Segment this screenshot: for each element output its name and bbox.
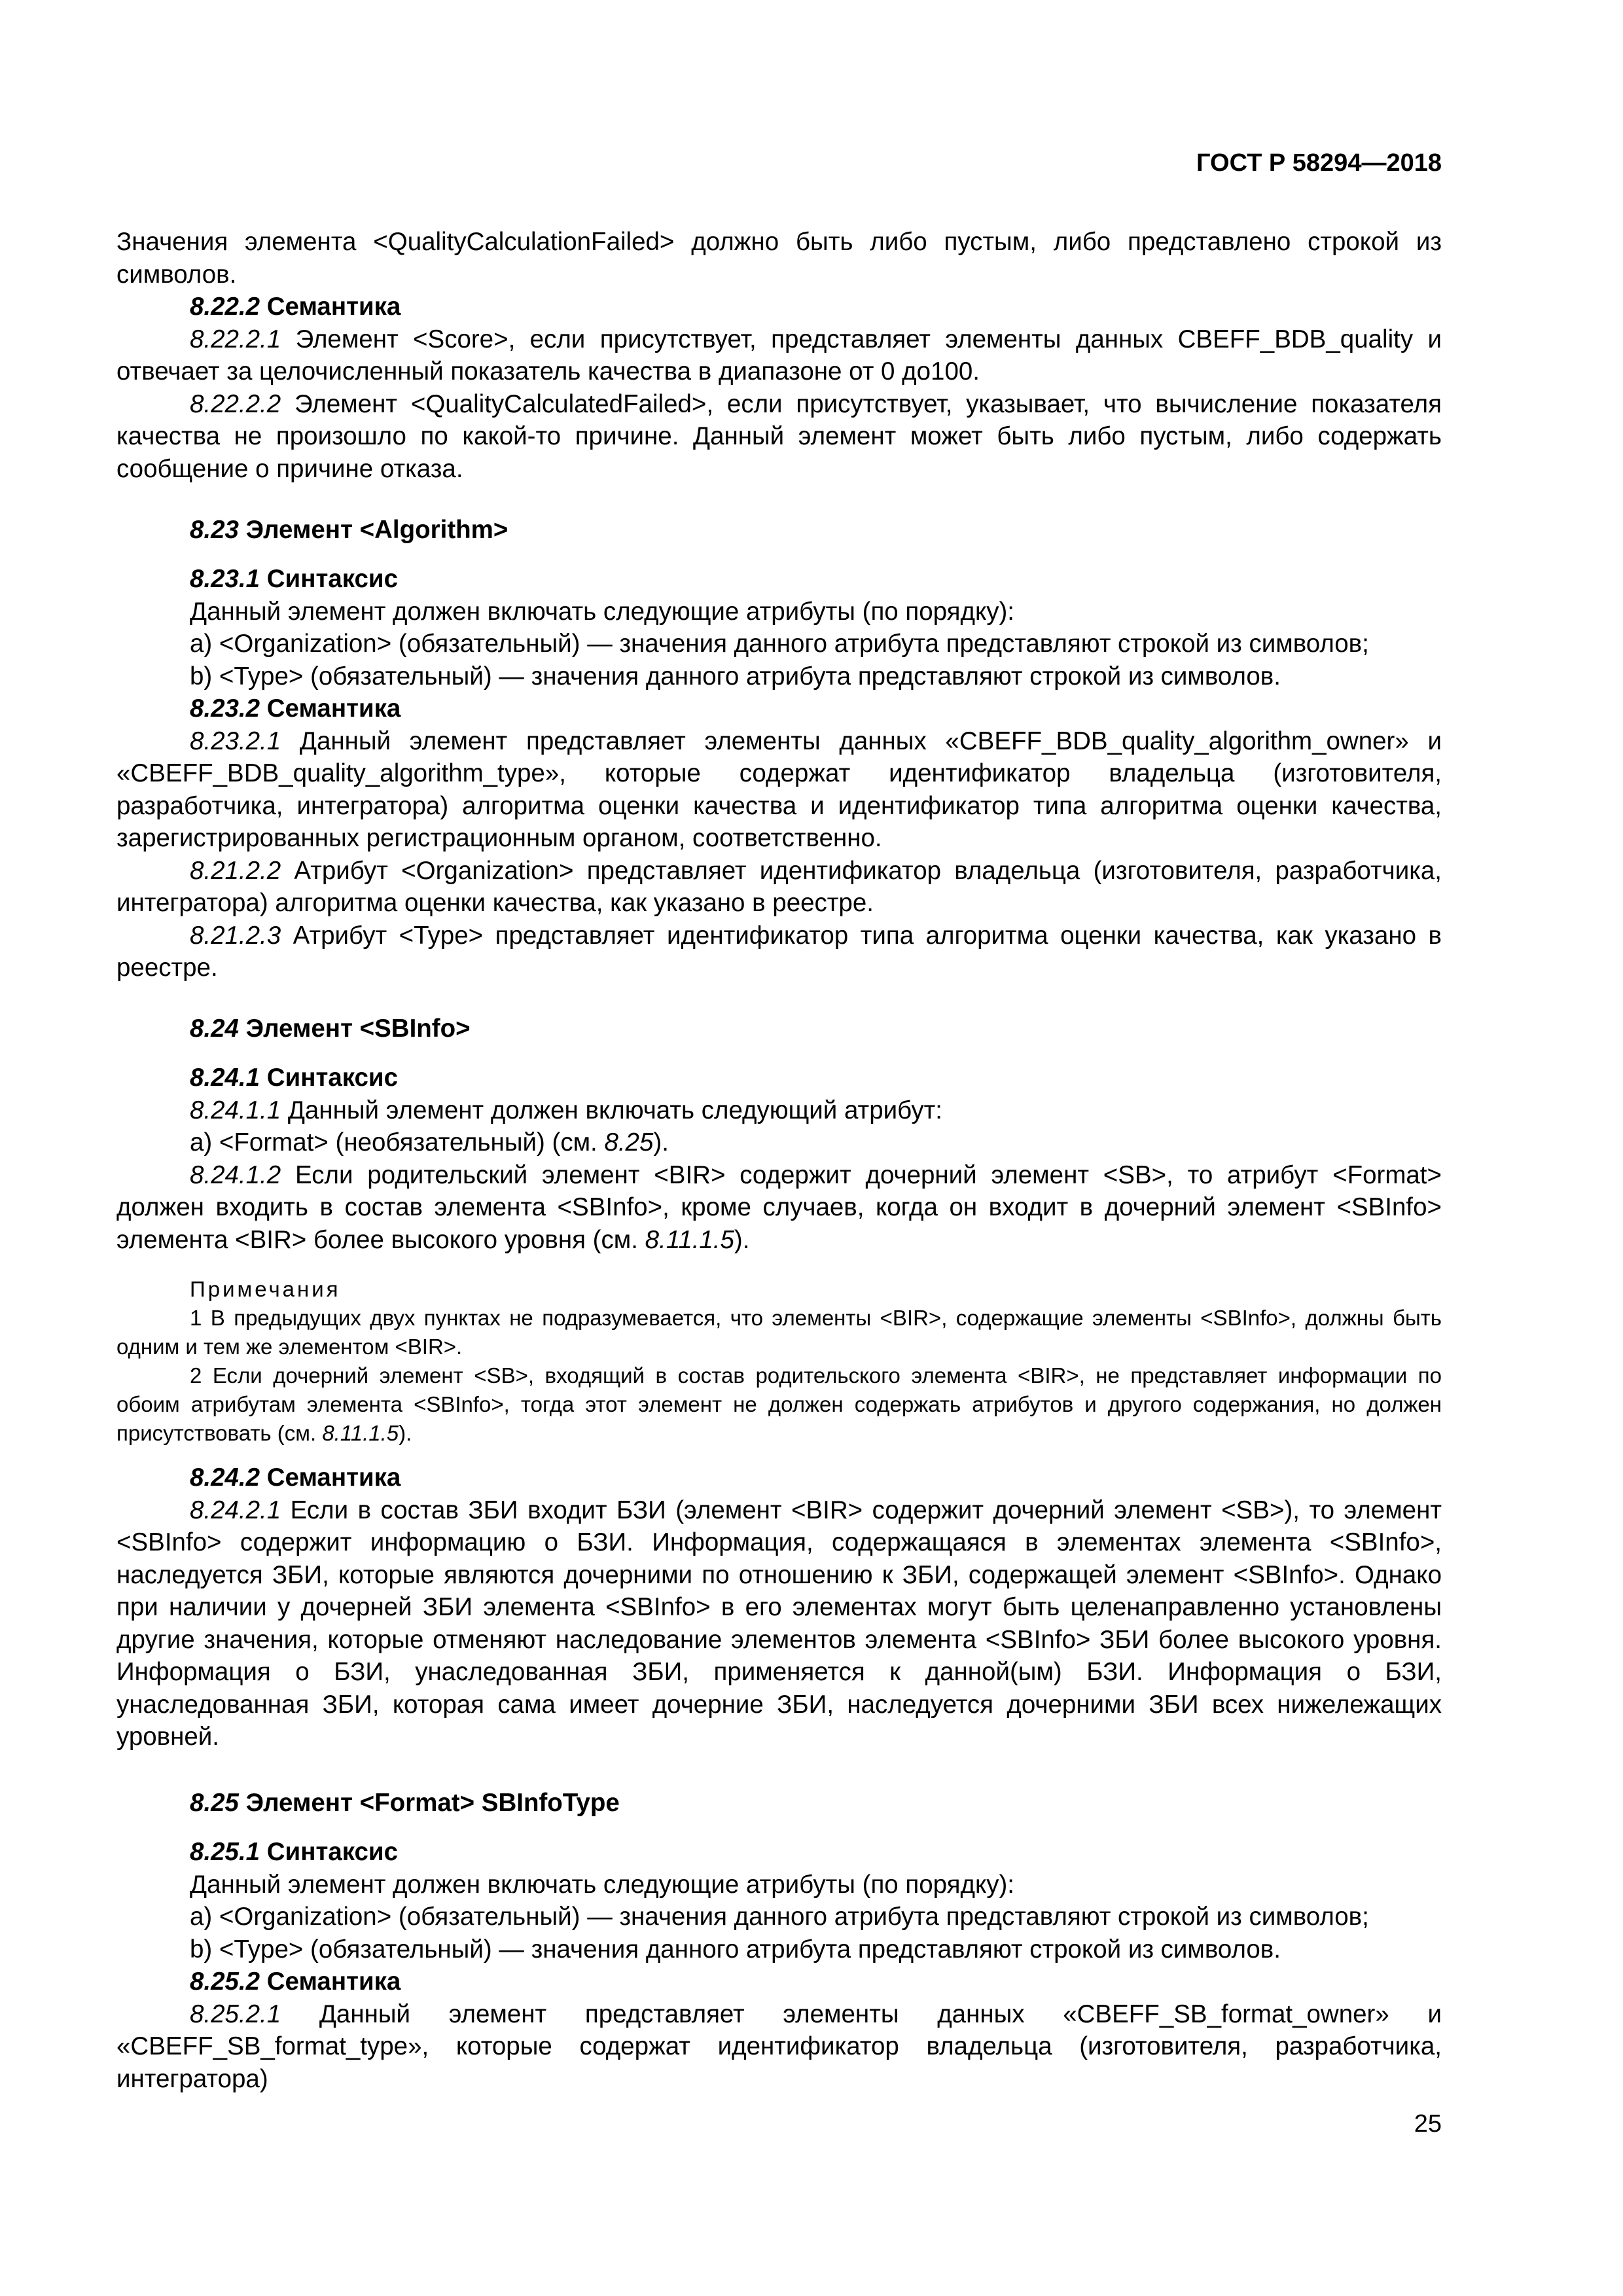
section-8-24-body [116,1062,1442,1256]
subheading-8-24-2: 8.24.2 Семантика [190,1463,401,1492]
paragraph: Значения элемента <QualityCalculationFailed> должно быть либо пустым, либо представлено строкой из символов. [116,228,1442,289]
paragraph-8-25-2-1: 8.25.2.1 Данный элемент представляет элементы данных «CBEFF_SB_format_owner» и «CBEFF_SB_format_type», которые содержат идентификатор владельца (изготовителя, разработчика, интегратора) [116,2000,1442,2093]
subheading-8-23-1: 8.23.1 Синтаксис [190,565,398,593]
notes-label: Примечания [190,1277,341,1301]
paragraph-8-21-2-2: 8.21.2.2 Атрибут <Organization> представляет идентификатор владельца (изготовителя, разработчика, интегратора) алгоритма оценки качества, как указано в реестре. [116,856,1442,917]
list-item-a: a) <Organization> (обязательный) — значения данного атрибута представляют строкой из символов; [190,1903,1369,1931]
list-item-b: b) <Type> (обязательный) — значения данного атрибута представляют строкой из символов. [190,1935,1281,1964]
section-8-22-continuation [116,226,1442,485]
paragraph-8-22-2-1: 8.22.2.1 Элемент <Score>, если присутствует, представляет элементы данных CBEFF_BDB_quality и отвечает за целочисленный показатель качества в диапазоне от 0 до100. [116,325,1442,386]
paragraph-8-24-2-1: 8.24.2.1 Если в состав ЗБИ входит БЗИ (элемент <BIR> содержит дочерний элемент <SB>), то элемент <SBInfo> содержит информацию о БЗИ. Информация, содержащаяся в элементах элемента <SBInfo>, наследуется ЗБИ, которые являются дочерними по отношению к ЗБИ, содержащей элемент <SBInfo>. Однако при наличии у дочерней ЗБИ элемента <SBInfo> в его элементах могут быть целенаправленно установлены другие значения, которые отменяют наследование элементов элемента <SBInfo> ЗБИ более высокого уровня. Информация о БЗИ, унаследованная ЗБИ, применяется к данной(ым) БЗИ. Информация о БЗИ, унаследованная ЗБИ, которая сама имеет дочерние ЗБИ, наследуется дочерними ЗБИ всех нижележащих уровней. [116,1496,1442,1751]
section-8-23-body [116,563,1442,984]
paragraph-8-24-1-1: 8.24.1.1 Данный элемент должен включать следующий атрибут: [190,1096,942,1124]
subheading-8-23-2: 8.23.2 Семантика [190,694,401,723]
list-item-a: a) <Organization> (обязательный) — значения данного атрибута представляют строкой из символов; [190,630,1369,658]
page-number: 25 [1414,2110,1442,2138]
list-item-b: b) <Type> (обязательный) — значения данного атрибута представляют строкой из символов. [190,662,1281,691]
section-title-8-25: 8.25 Элемент <Format> SBInfoType [190,1789,620,1817]
section-8-24-2 [116,1462,1442,1753]
subheading-8-22-2: 8.22.2 Семантика [190,293,401,321]
paragraph-8-24-1-2: 8.24.1.2 Если родительский элемент <BIR> содержит дочерний элемент <SB>, то атрибут <Format> должен входить в состав элемента <SBInfo>, кроме случаев, когда он входит в дочерний элемент <SBInfo> элемента <BIR> более высокого уровня (см. 8.11.1.5). [116,1160,1442,1254]
subheading-8-25-1: 8.25.1 Синтаксис [190,1838,398,1866]
paragraph-8-23-2-1: 8.23.2.1 Данный элемент представляет элементы данных «CBEFF_BDB_quality_algorithm_owner» и «CBEFF_BDB_quality_algorithm_type», которые содержат идентификатор владельца (изготовителя, разработчика, интегратора) алгоритма оценки качества и идентификатор типа алгоритма оценки качества, зарегистрированных регистрационным органом, соответственно. [116,726,1442,852]
subheading-8-25-2: 8.25.2 Семантика [190,1967,401,1996]
paragraph-8-22-2-2: 8.22.2.2 Элемент <QualityCalculatedFailed>, если присутствует, указывает, что вычисление показателя качества не произошло по какой-то причине. Данный элемент может быть либо пустым, либо содержать сообщение о причине отказа. [116,389,1442,483]
section-8-23 [116,514,1442,547]
subheading-8-24-1: 8.24.1 Синтаксис [190,1064,398,1092]
list-item-a: a) <Format> (необязательный) (см. 8.25). [190,1128,669,1157]
notes-block [116,1275,1442,1448]
section-title-8-24: 8.24 Элемент <SBInfo> [190,1014,471,1043]
document-code-header: ГОСТ Р 58294—2018 [1196,149,1442,177]
section-8-25-body [116,1836,1442,2095]
paragraph: Данный элемент должен включать следующие атрибуты (по порядку): [190,1870,1014,1899]
section-8-24 [116,1013,1442,1045]
paragraph: Данный элемент должен включать следующие атрибуты (по порядку): [190,597,1014,626]
section-title-8-23: 8.23 Элемент <Algorithm> [190,516,508,544]
note-2: 2 Если дочерний элемент <SB>, входящий в состав родительского элемента <BIR>, не представляет информации по обоим атрибутам элемента <SBInfo>, тогда этот элемент не должен содержать атрибутов и другого содержания, но должен присутствовать (см. 8.11.1.5). [116,1363,1442,1445]
note-1: 1 В предыдущих двух пунктах не подразумевается, что элементы <BIR>, содержащие элементы <SBInfo>, должны быть одним и тем же элементом <BIR>. [116,1306,1442,1359]
section-8-25 [116,1787,1442,1820]
paragraph-8-21-2-3: 8.21.2.3 Атрибут <Type> представляет идентификатор типа алгоритма оценки качества, как указано в реестре. [116,921,1442,982]
